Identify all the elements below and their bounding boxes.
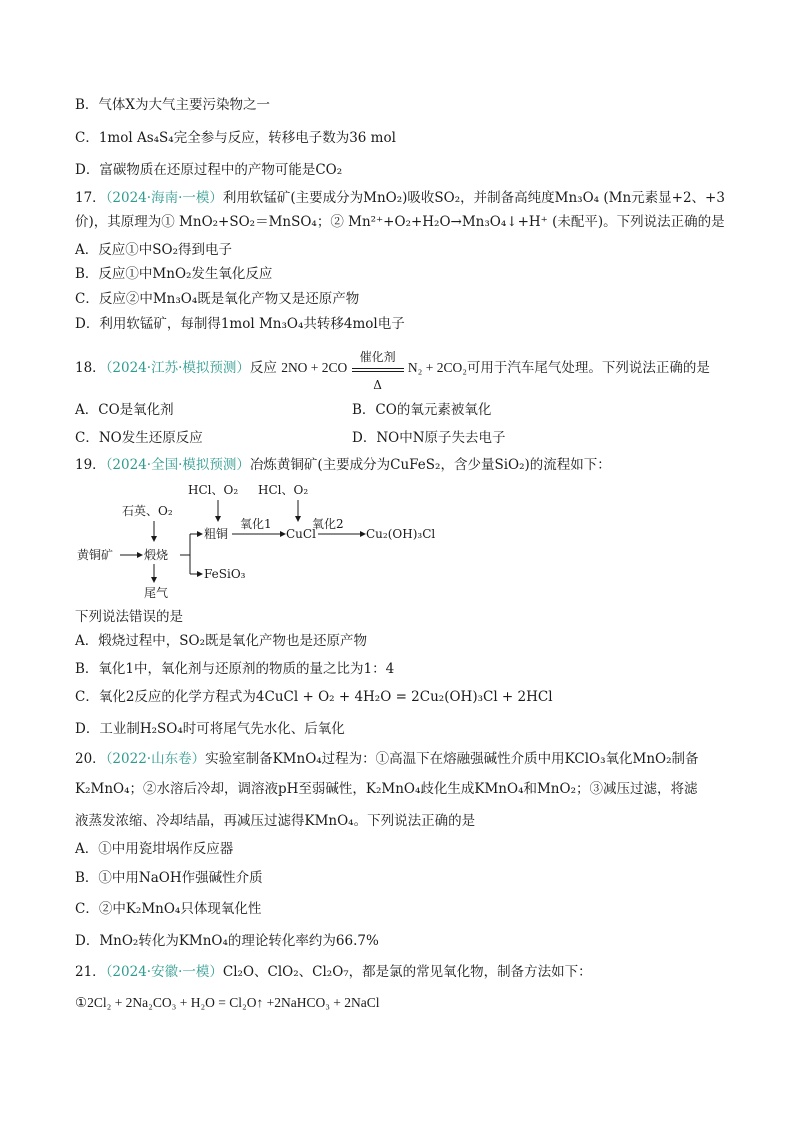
q17-number: 17． bbox=[75, 190, 106, 206]
q17-stem-line1 bbox=[75, 188, 725, 208]
q21-stem-text: Cl₂O、ClO₂、Cl₂O₇，都是氯的常见氧化物，制备方法如下： bbox=[222, 964, 592, 980]
q17-option-d: D．利用软锰矿，每制得1mol Mn₃O₄共转移4mol电子 bbox=[75, 316, 405, 332]
q20-number: 20． bbox=[75, 751, 106, 767]
q18-equation-left: 2NO + 2CO bbox=[281, 360, 348, 375]
q18-catalyst-label: 催化剂 bbox=[359, 349, 396, 364]
q20-source: （2022·山东卷） bbox=[105, 751, 206, 767]
q20-stem-line3: 液蒸发浓缩、冷却结晶，再减压过滤得KMnO₄。下列说法正确的是 bbox=[75, 813, 476, 829]
q19-ask: 下列说法错误的是 bbox=[75, 609, 183, 625]
q18-stem bbox=[75, 349, 710, 392]
q16-option-c: C．1mol As₄S₄完全参与反应，转移电子数为36 mol bbox=[75, 130, 396, 146]
q18-stem-pre: 反应 bbox=[249, 360, 277, 376]
q18-heat-label: Δ bbox=[373, 377, 382, 392]
flow-step1-label: 氧化1 bbox=[240, 517, 272, 531]
q21-stem bbox=[75, 962, 592, 982]
flow-step2-label: 氧化2 bbox=[312, 517, 344, 531]
q18-double-line-top bbox=[352, 368, 404, 369]
q18-stem-post: 可用于汽车尾气处理。下列说法正确的是 bbox=[466, 360, 710, 376]
q17-option-a: A．反应①中SO₂得到电子 bbox=[75, 242, 232, 258]
q20-option-c: C．②中K₂MnO₄只体现氧化性 bbox=[75, 901, 262, 917]
q19-option-b: B．氧化1中，氧化剂与还原剂的物质的量之比为1：4 bbox=[75, 661, 395, 677]
flow-cucl-label: CuCl bbox=[286, 527, 316, 541]
q21-number: 21． bbox=[75, 964, 106, 980]
q18-option-d: D．NO中N原子失去电子 bbox=[352, 430, 506, 446]
q18-option-a: A．CO是氧化剂 bbox=[75, 402, 174, 418]
q20-option-b: B．①中用NaOH作强碱性介质 bbox=[75, 870, 263, 886]
q19-option-d: D．工业制H₂SO₄时可将尾气先水化、后氧化 bbox=[75, 721, 345, 737]
q17-option-c: C．反应②中Mn₃O₄既是氧化产物又是还原产物 bbox=[75, 291, 360, 307]
q18-option-b: B．CO的氧元素被氧化 bbox=[352, 402, 492, 418]
q18-equation-right: N₂ + 2CO₂ bbox=[407, 360, 467, 375]
flow-reagent1-label: HCl、O₂ bbox=[188, 483, 239, 497]
q20-stem-line1 bbox=[75, 749, 699, 769]
q19-flow-diagram bbox=[72, 477, 492, 602]
q19-number: 19． bbox=[75, 457, 106, 473]
flow-reagent2-label: HCl、O₂ bbox=[258, 483, 309, 497]
q16-option-d: D．富碳物质在还原过程中的产物可能是CO₂ bbox=[75, 162, 343, 178]
q18-option-c: C．NO发生还原反应 bbox=[75, 430, 203, 446]
q20-stem-text: 实验室制备KMnO₄过程为：①高温下在熔融强碱性介质中用KClO₃氧化MnO₂制备 bbox=[205, 751, 699, 767]
flow-ore-label: 黄铜矿 bbox=[77, 548, 114, 562]
q18-source: （2024·江苏·模拟预测） bbox=[105, 360, 250, 376]
q16-option-b: B．气体X为大气主要污染物之一 bbox=[75, 97, 271, 113]
flow-fesio3-label: FeSiO₃ bbox=[204, 567, 246, 581]
flow-crude-cu-label: 粗铜 bbox=[204, 527, 229, 541]
q17-source: （2024·海南·一模） bbox=[105, 190, 223, 206]
flow-product-label: Cu₂(OH)₃Cl bbox=[366, 527, 436, 541]
q21-equation-1: ①2Cl₂ + 2Na₂CO₃ + H₂O = Cl₂O↑ +2NaHCO₃ + 2NaCl bbox=[75, 995, 380, 1010]
q19-option-c: C．氧化2反应的化学方程式为4CuCl + O₂ + 4H₂O = 2Cu₂(OH)₃Cl + 2HCl bbox=[75, 689, 553, 705]
q20-option-a: A．①中用瓷坩埚作反应器 bbox=[75, 841, 234, 857]
q17-stem-text: 利用软锰矿(主要成分为MnO₂)吸收SO₂，并制备高纯度Mn₃O₄ (Mn元素显+2、+3 bbox=[222, 190, 725, 206]
q19-option-a: A．煅烧过程中，SO₂既是氧化产物也是还原产物 bbox=[75, 633, 367, 649]
q20-stem-line2: K₂MnO₄；②水溶后冷却，调溶液pH至弱碱性，K₂MnO₄歧化生成KMnO₄和MnO₂；③减压过滤，将滤 bbox=[75, 781, 698, 797]
q18-number: 18． bbox=[75, 360, 106, 376]
flow-input1-label: 石英、O₂ bbox=[122, 504, 173, 518]
q20-option-d: D．MnO₂转化为KMnO₄的理论转化率约为66.7% bbox=[75, 933, 379, 949]
q19-source: （2024·全国·模拟预测） bbox=[105, 457, 250, 473]
q18-double-line-bottom bbox=[352, 371, 404, 372]
q19-stem-text: 冶炼黄铜矿(主要成分为CuFeS₂，含少量SiO₂)的流程如下： bbox=[249, 457, 611, 473]
q18-reaction-arrow bbox=[352, 349, 404, 392]
flow-tail-gas-label: 尾气 bbox=[144, 586, 169, 600]
q21-source: （2024·安徽·一模） bbox=[105, 964, 223, 980]
q17-option-b: B．反应①中MnO₂发生氧化反应 bbox=[75, 266, 273, 282]
q19-stem bbox=[75, 455, 611, 475]
flow-roast-label: 煅烧 bbox=[144, 548, 169, 562]
q17-stem-line2: 价)，其原理为① MnO₂+SO₂＝MnSO₄；② Mn²⁺+O₂+H₂O→Mn₃O₄↓+H⁺ (未配平)。下列说法正确的是 bbox=[75, 214, 725, 230]
